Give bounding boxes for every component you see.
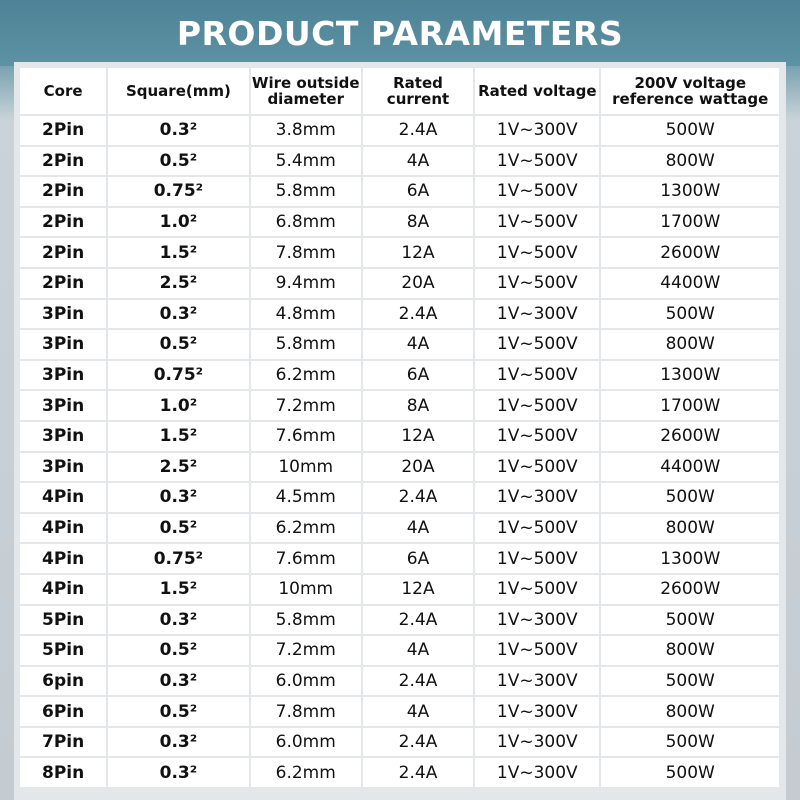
core-cell: 3Pin — [20, 300, 106, 329]
diameter-cell: 7.8mm — [251, 238, 361, 267]
square-cell: 1.5² — [108, 575, 248, 604]
wattage-cell: 800W — [601, 697, 779, 726]
core-cell: 5Pin — [20, 606, 106, 635]
core-cell: 4Pin — [20, 575, 106, 604]
core-cell: 3Pin — [20, 453, 106, 482]
parameters-table — [18, 66, 781, 789]
diameter-cell: 6.2mm — [251, 758, 361, 787]
voltage-cell: 1V~300V — [475, 728, 599, 757]
wattage-cell: 4400W — [601, 453, 779, 482]
current-cell: 8A — [363, 391, 473, 420]
header-wire-line1: Wire outside — [251, 74, 360, 92]
voltage-cell: 1V~500V — [475, 177, 599, 206]
current-cell: 4A — [363, 330, 473, 359]
square-cell: 0.75² — [108, 544, 248, 573]
wattage-cell: 500W — [601, 606, 779, 635]
core-cell: 3Pin — [20, 330, 106, 359]
wattage-cell: 1300W — [601, 177, 779, 206]
square-cell: 0.3² — [108, 606, 248, 635]
wattage-cell: 2600W — [601, 422, 779, 451]
core-cell: 4Pin — [20, 544, 106, 573]
voltage-cell: 1V~500V — [475, 514, 599, 543]
current-cell: 2.4A — [363, 116, 473, 145]
current-cell: 20A — [363, 453, 473, 482]
header-wattage — [601, 68, 779, 114]
current-cell: 12A — [363, 422, 473, 451]
square-cell: 0.5² — [108, 330, 248, 359]
core-cell: 4Pin — [20, 483, 106, 512]
header-wire-line2: diameter — [267, 90, 344, 108]
voltage-cell: 1V~300V — [475, 697, 599, 726]
diameter-cell: 10mm — [251, 453, 361, 482]
voltage-cell: 1V~500V — [475, 636, 599, 665]
table-row — [20, 697, 779, 726]
wattage-cell: 800W — [601, 330, 779, 359]
wattage-cell: 500W — [601, 300, 779, 329]
table-row — [20, 667, 779, 696]
table-row — [20, 575, 779, 604]
diameter-cell: 4.5mm — [251, 483, 361, 512]
core-cell: 2Pin — [20, 269, 106, 298]
table-row — [20, 636, 779, 665]
voltage-cell: 1V~300V — [475, 483, 599, 512]
voltage-cell: 1V~300V — [475, 116, 599, 145]
voltage-cell: 1V~500V — [475, 269, 599, 298]
current-cell: 12A — [363, 238, 473, 267]
current-cell: 2.4A — [363, 483, 473, 512]
current-cell: 2.4A — [363, 758, 473, 787]
square-cell: 0.3² — [108, 483, 248, 512]
core-cell: 2Pin — [20, 208, 106, 237]
wattage-cell: 1700W — [601, 208, 779, 237]
wattage-cell: 500W — [601, 728, 779, 757]
core-cell: 6Pin — [20, 697, 106, 726]
square-cell: 0.3² — [108, 116, 248, 145]
diameter-cell: 4.8mm — [251, 300, 361, 329]
diameter-cell: 6.8mm — [251, 208, 361, 237]
core-cell: 4Pin — [20, 514, 106, 543]
voltage-cell: 1V~500V — [475, 544, 599, 573]
square-cell: 0.75² — [108, 361, 248, 390]
wattage-cell: 500W — [601, 116, 779, 145]
square-cell: 0.75² — [108, 177, 248, 206]
square-cell: 2.5² — [108, 269, 248, 298]
current-cell: 20A — [363, 269, 473, 298]
square-cell: 0.5² — [108, 697, 248, 726]
diameter-cell: 3.8mm — [251, 116, 361, 145]
core-cell: 5Pin — [20, 636, 106, 665]
table-row — [20, 544, 779, 573]
table-row — [20, 208, 779, 237]
table-row — [20, 330, 779, 359]
square-cell: 1.5² — [108, 238, 248, 267]
diameter-cell: 5.8mm — [251, 177, 361, 206]
core-cell: 2Pin — [20, 177, 106, 206]
diameter-cell: 6.0mm — [251, 728, 361, 757]
wattage-cell: 500W — [601, 758, 779, 787]
header-square: Square(mm) — [108, 68, 248, 114]
square-cell: 1.5² — [108, 422, 248, 451]
core-cell: 3Pin — [20, 422, 106, 451]
wattage-cell: 1300W — [601, 361, 779, 390]
square-cell: 1.0² — [108, 208, 248, 237]
diameter-cell: 6.2mm — [251, 514, 361, 543]
wattage-cell: 2600W — [601, 575, 779, 604]
table-row — [20, 514, 779, 543]
table-row — [20, 728, 779, 757]
table-row — [20, 147, 779, 176]
voltage-cell: 1V~300V — [475, 758, 599, 787]
voltage-cell: 1V~500V — [475, 575, 599, 604]
table-row — [20, 238, 779, 267]
voltage-cell: 1V~500V — [475, 330, 599, 359]
voltage-cell: 1V~500V — [475, 147, 599, 176]
diameter-cell: 9.4mm — [251, 269, 361, 298]
current-cell: 4A — [363, 514, 473, 543]
current-cell: 2.4A — [363, 606, 473, 635]
core-cell: 3Pin — [20, 361, 106, 390]
core-cell: 2Pin — [20, 147, 106, 176]
wattage-cell: 4400W — [601, 269, 779, 298]
diameter-cell: 7.6mm — [251, 422, 361, 451]
square-cell: 1.0² — [108, 391, 248, 420]
current-cell: 8A — [363, 208, 473, 237]
header-voltage: Rated voltage — [475, 68, 599, 114]
wattage-cell: 800W — [601, 514, 779, 543]
square-cell: 0.3² — [108, 758, 248, 787]
voltage-cell: 1V~500V — [475, 361, 599, 390]
table-row — [20, 300, 779, 329]
square-cell: 0.3² — [108, 728, 248, 757]
diameter-cell: 5.8mm — [251, 606, 361, 635]
table-row — [20, 606, 779, 635]
square-cell: 0.3² — [108, 667, 248, 696]
current-cell: 2.4A — [363, 300, 473, 329]
header-wire-diameter — [251, 68, 361, 114]
diameter-cell: 6.0mm — [251, 667, 361, 696]
table-row — [20, 269, 779, 298]
diameter-cell: 7.8mm — [251, 697, 361, 726]
current-cell: 6A — [363, 544, 473, 573]
voltage-cell: 1V~500V — [475, 238, 599, 267]
header-wattage-line1: 200V voltage — [634, 74, 747, 92]
table-row — [20, 453, 779, 482]
core-cell: 2Pin — [20, 238, 106, 267]
wattage-cell: 1300W — [601, 544, 779, 573]
wattage-cell: 800W — [601, 147, 779, 176]
header-wattage-line2: reference wattage — [612, 90, 769, 108]
diameter-cell: 6.2mm — [251, 361, 361, 390]
diameter-cell: 7.2mm — [251, 391, 361, 420]
diameter-cell: 5.8mm — [251, 330, 361, 359]
current-cell: 12A — [363, 575, 473, 604]
current-cell: 4A — [363, 147, 473, 176]
table-row — [20, 758, 779, 787]
square-cell: 0.5² — [108, 636, 248, 665]
square-cell: 0.5² — [108, 147, 248, 176]
wattage-cell: 1700W — [601, 391, 779, 420]
square-cell: 2.5² — [108, 453, 248, 482]
header-row — [20, 68, 779, 114]
core-cell: 6pin — [20, 667, 106, 696]
current-cell: 2.4A — [363, 667, 473, 696]
wattage-cell: 500W — [601, 667, 779, 696]
core-cell: 3Pin — [20, 391, 106, 420]
table-row — [20, 483, 779, 512]
core-cell: 2Pin — [20, 116, 106, 145]
table-row — [20, 116, 779, 145]
voltage-cell: 1V~300V — [475, 300, 599, 329]
core-cell: 8Pin — [20, 758, 106, 787]
wattage-cell: 2600W — [601, 238, 779, 267]
diameter-cell: 7.2mm — [251, 636, 361, 665]
current-cell: 4A — [363, 697, 473, 726]
table-row — [20, 422, 779, 451]
diameter-cell: 7.6mm — [251, 544, 361, 573]
voltage-cell: 1V~500V — [475, 422, 599, 451]
current-cell: 4A — [363, 636, 473, 665]
table-row — [20, 177, 779, 206]
header-core: Core — [20, 68, 106, 114]
header-current: Rated current — [363, 68, 473, 114]
table-row — [20, 391, 779, 420]
square-cell: 0.5² — [108, 514, 248, 543]
diameter-cell: 10mm — [251, 575, 361, 604]
voltage-cell: 1V~300V — [475, 667, 599, 696]
core-cell: 7Pin — [20, 728, 106, 757]
diameter-cell: 5.4mm — [251, 147, 361, 176]
voltage-cell: 1V~500V — [475, 453, 599, 482]
page-title: PRODUCT PARAMETERS — [176, 14, 624, 53]
wattage-cell: 500W — [601, 483, 779, 512]
voltage-cell: 1V~500V — [475, 391, 599, 420]
square-cell: 0.3² — [108, 300, 248, 329]
voltage-cell: 1V~500V — [475, 208, 599, 237]
table-row — [20, 361, 779, 390]
current-cell: 2.4A — [363, 728, 473, 757]
current-cell: 6A — [363, 177, 473, 206]
voltage-cell: 1V~300V — [475, 606, 599, 635]
wattage-cell: 800W — [601, 636, 779, 665]
current-cell: 6A — [363, 361, 473, 390]
